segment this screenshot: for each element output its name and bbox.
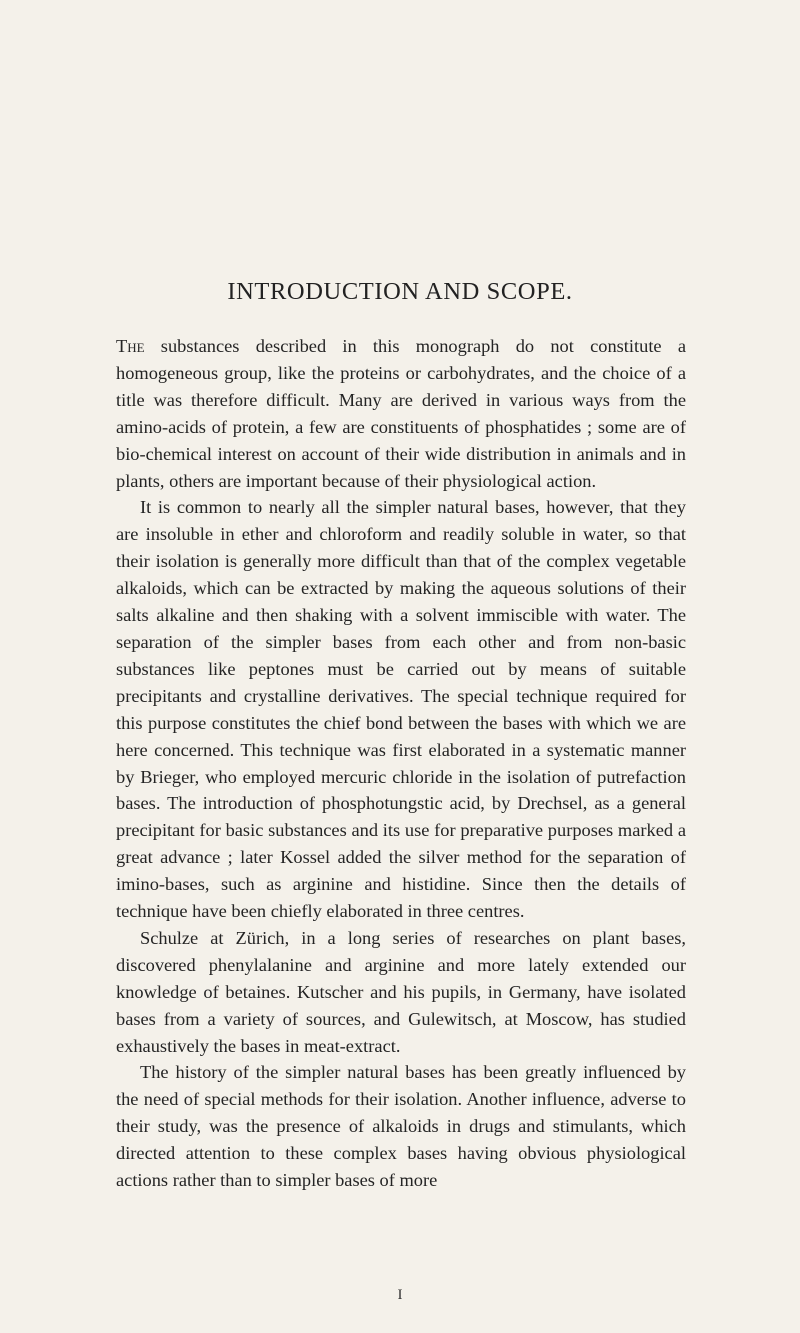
paragraph-4: The history of the simpler natural bases has been greatly influenced by the need of special methods for their isolation. Another influence, adverse to their study, was the presence of alkaloids in drugs and stimulants, which directed attention to these complex bases having obvious physiological actions rather than to simpler bases of more (116, 1062, 686, 1191)
page-number: I (397, 1287, 403, 1303)
paragraph-3: Schulze at Zürich, in a long series of researches on plant bases, discovered phenylalanine and arginine and more lately extended our knowledge of betaines. Kutscher and his pupils, in Germany, have isolated bases from a variety of sources, and Gulewitsch, at Moscow, has studied exhaustively the bases in meat-extract. (116, 927, 686, 1056)
paragraph-1-text: substances described in this monograph do not constitute a homogeneous group, like the proteins or carbohydrates, and the choice of a title was therefore difficult. Many are derived in various ways from the amino-acids of protein, a few are constituents of phosphatides ; some are of bio-chemical interest on account of their wide distribution in animals and in plants, others are important because of their physiological action. (116, 336, 686, 491)
paragraph-1 (116, 333, 686, 494)
chapter-title: INTRODUCTION AND SCOPE. (227, 278, 573, 305)
opening-word: The (116, 336, 145, 356)
paragraph-2: It is common to nearly all the simpler natural bases, however, that they are insoluble in ether and chloroform and readily soluble in water, so that their isolation is generally more difficult than that of the complex vegetable alkaloids, which can be extracted by making the aqueous solutions of their salts alkaline and then shaking with a solvent immiscible with water. The separation of the simpler bases from each other and from non-basic substances like peptones must be carried out by means of suitable precipitants and crystalline derivatives. The special technique required for this purpose constitutes the chief bond between the bases with which we are here concerned. This technique was first elaborated in a systematic manner by Brieger, who employed mercuric chloride in the isolation of putrefaction bases. The introduction of phosphotungstic acid, by Drechsel, as a general precipitant for basic substances and its use for preparative purposes marked a great advance ; later Kossel added the silver method for the separation of imino-bases, such as arginine and histidine. Since then the details of technique have been chiefly elaborated in three centres. (116, 497, 686, 922)
body-text (116, 333, 686, 1194)
